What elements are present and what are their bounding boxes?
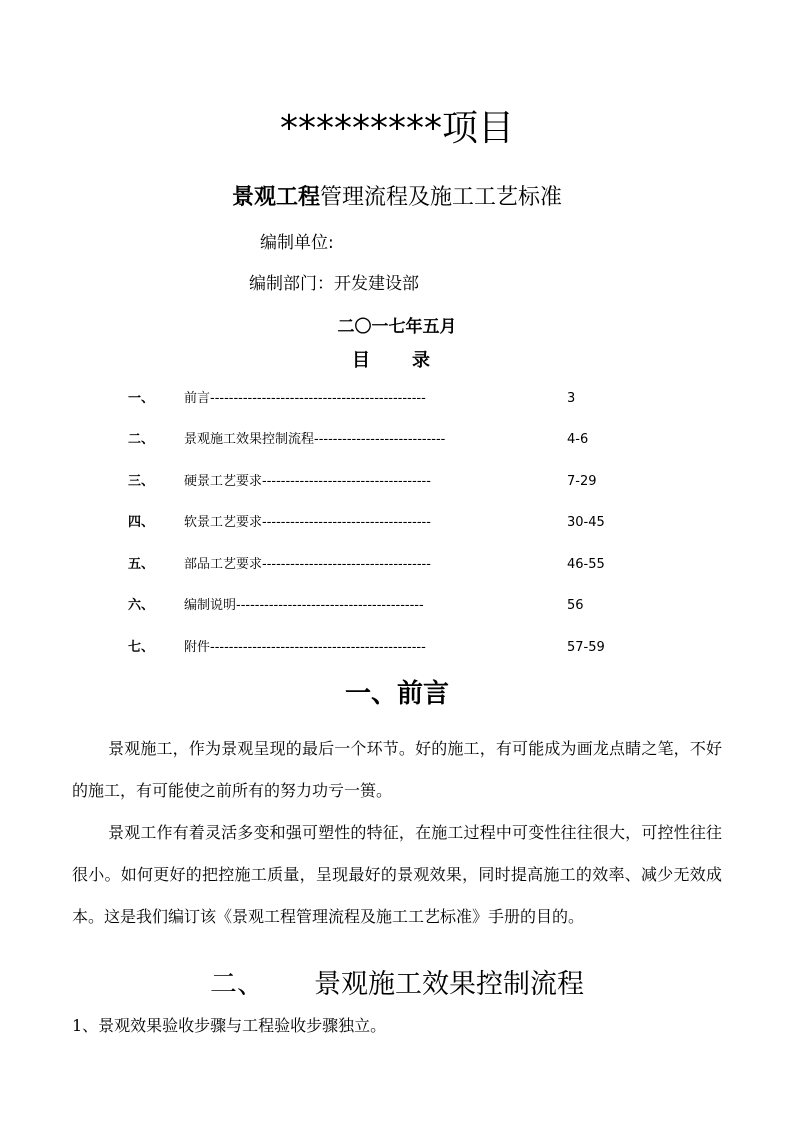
section-heading-text: 景观施工效果控制流程 (314, 969, 584, 1000)
toc-entry-leader: ---------------------------------------- (236, 598, 424, 613)
section-heading-number: 二、 (210, 969, 264, 1000)
toc-entry-number: 六、 (128, 598, 155, 613)
toc-entry[interactable] (0, 553, 794, 577)
document-title: *********项目 (279, 108, 514, 149)
toc-entry-page: 3 (567, 391, 576, 406)
toc-entry-number: 七、 (128, 640, 155, 655)
section-heading-preface: 一、前言 (344, 679, 449, 709)
toc-entry-label: 部品工艺要求------------------------------------ (184, 557, 431, 572)
toc-entry-leader: ---------------------------------------------- (210, 640, 426, 655)
subtitle-bold-part: 景观工程 (231, 185, 320, 210)
toc-entry[interactable] (0, 428, 794, 452)
document-subtitle (0, 180, 794, 211)
toc-entry-number: 三、 (128, 474, 155, 489)
document-date: 二〇一七年五月 (337, 317, 457, 337)
toc-entry-page: 57-59 (567, 640, 605, 655)
toc-entry-leader: ---------------------------- (314, 432, 446, 447)
preface-paragraph-1: 景观施工，作为景观呈现的最后一个环节。好的施工，有可能成为画龙点睛之笔，不好的施工，有可能使之前所有的努力功亏一篑。 (72, 739, 722, 800)
preface-paragraph-2: 景观工作有着灵活多变和强可塑性的特征，在施工过程中可变性往往很大，可控性往往很小。如何更好的把控施工质量，呈现最好的景观效果，同时提高施工的效率、减少无效成本。这是我们编订该《景观工程管理流程及施工工艺标准》手册的目的。 (72, 823, 722, 926)
toc-entry-number: 四、 (128, 515, 155, 530)
toc-entry-page: 30-45 (567, 515, 605, 530)
toc-entry-leader: ------------------------------------ (262, 557, 431, 572)
toc-heading-left: 目 (352, 350, 370, 371)
toc-entry-page: 46-55 (567, 557, 605, 572)
toc-entry[interactable] (0, 511, 794, 535)
toc-entry-label: 景观施工效果控制流程---------------------------- (184, 432, 446, 447)
toc-entry-label: 前言---------------------------------------------- (184, 391, 426, 406)
toc-entry[interactable] (0, 470, 794, 494)
toc-entry-label: 附件---------------------------------------------- (184, 640, 426, 655)
toc-entry-page: 7-29 (567, 474, 597, 489)
compile-unit-label: 编制单位: (260, 233, 334, 253)
subtitle-rest-part: 管理流程及施工工艺标准 (320, 185, 563, 210)
compile-dept-label: 编制部门：开发建设部 (249, 274, 419, 294)
toc-heading-right: 录 (412, 350, 430, 371)
toc-entry-leader: ------------------------------------ (262, 474, 431, 489)
toc-entry-page: 56 (567, 598, 584, 613)
list-item: 1、景观效果验收步骤与工程验收步骤独立。 (72, 1016, 387, 1035)
toc-entry-number: 一、 (128, 391, 155, 406)
toc-entry-label: 软景工艺要求------------------------------------ (184, 515, 431, 530)
toc-entry[interactable] (0, 636, 794, 660)
toc-entry-leader: ---------------------------------------------- (210, 391, 426, 406)
toc-heading (352, 346, 430, 372)
section-heading-control-flow (0, 962, 794, 1001)
toc-entry[interactable] (0, 387, 794, 411)
toc-entry-number: 五、 (128, 557, 155, 572)
toc-entry-leader: ------------------------------------ (262, 515, 431, 530)
toc-entry-label: 编制说明---------------------------------------- (184, 598, 424, 613)
toc-entry-label: 硬景工艺要求------------------------------------ (184, 474, 431, 489)
toc-entry-page: 4-6 (567, 432, 589, 447)
toc-entry[interactable] (0, 594, 794, 618)
toc-entry-number: 二、 (128, 432, 155, 447)
